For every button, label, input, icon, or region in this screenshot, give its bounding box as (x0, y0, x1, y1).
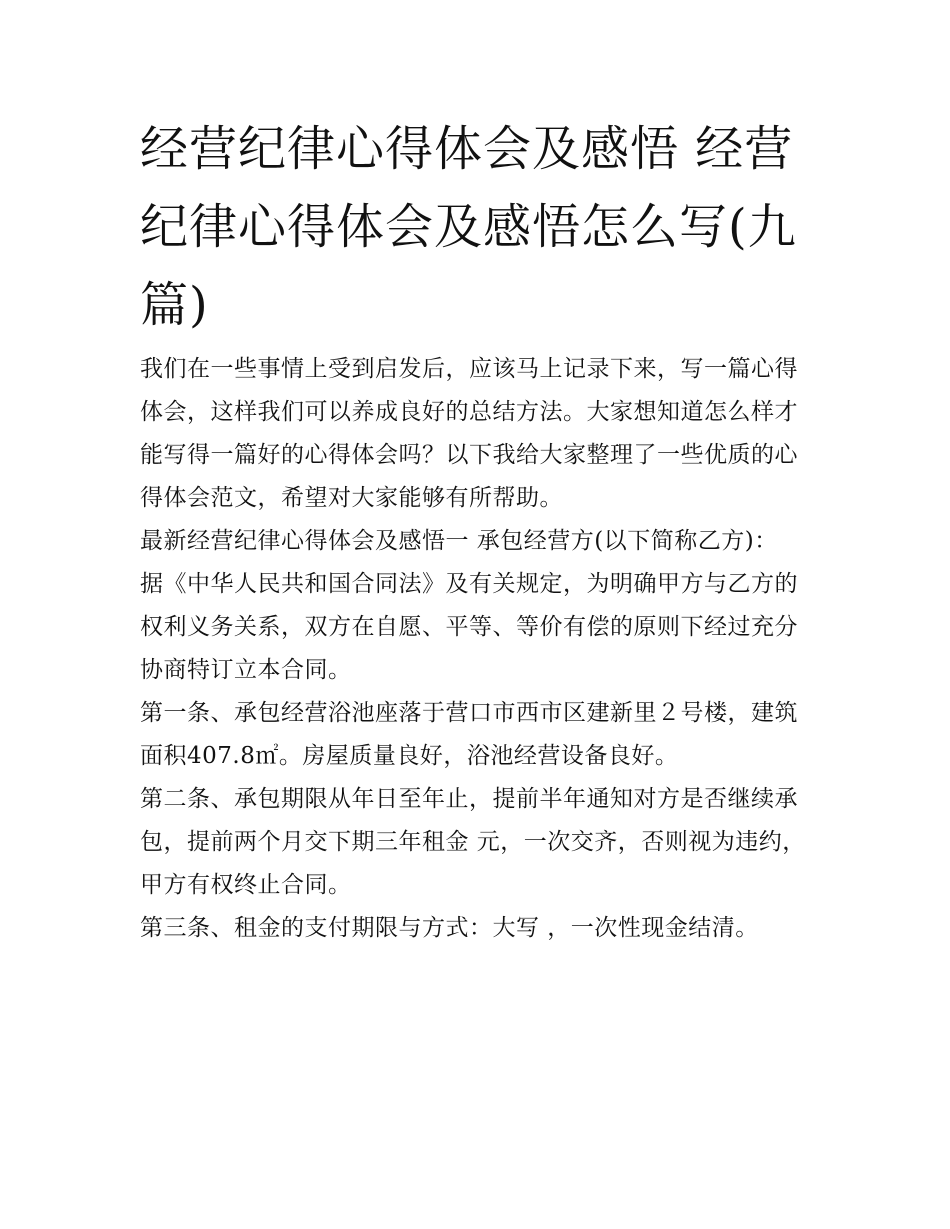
document-title: 经营纪律心得体会及感悟 经营纪律心得体会及感悟怎么写(九篇) (140, 121, 797, 333)
document-page (140, 110, 812, 950)
paragraph-article-two: 第二条、承包期限从年日至年止，提前半年通知对方是否继续承包，提前两个月交下期三年租金 元，一次交齐，否则视为违约，甲方有权终止合同。 (140, 786, 806, 898)
paragraph-heading-one: 最新经营纪律心得体会及感悟一 承包经营方(以下简称乙方)： (140, 528, 778, 554)
paragraph-intro: 我们在一些事情上受到启发后，应该马上记录下来，写一篇心得体会，这样我们可以养成良好的总结方法。大家想知道怎么样才能写得一篇好的心得体会吗？以下我给大家整理了一些优质的心得体会范文，希望对大家能够有所帮助。 (140, 356, 798, 511)
paragraph-article-three: 第三条、租金的支付期限与方式：大写 ，一次性现金结清。 (140, 915, 759, 941)
paragraph-contract-basis: 据《中华人民共和国合同法》及有关规定，为明确甲方与乙方的权利义务关系，双方在自愿、平等、等价有偿的原则下经过充分协商特订立本合同。 (140, 571, 798, 683)
paragraph-article-one: 第一条、承包经营浴池座落于营口市西市区建新里２号楼，建筑面积407.8㎡。房屋质量良好，浴池经营设备良好。 (140, 700, 798, 769)
